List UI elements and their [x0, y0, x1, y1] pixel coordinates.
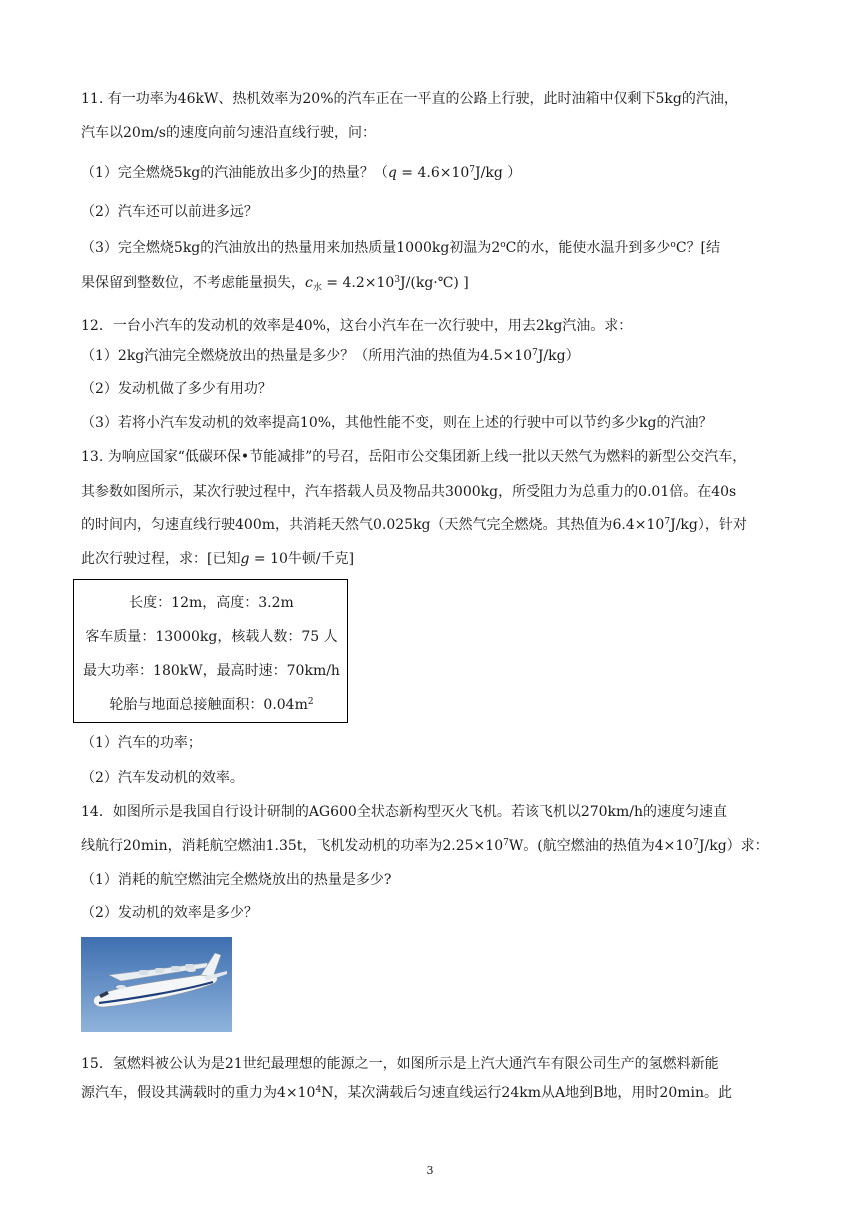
spec-power-speed: 最大功率：180kW，最高时速：70km/h: [83, 663, 340, 679]
q15-l2-text-2: N，某次满载后匀速直线运行24km从A地到B地，用时20min。此: [321, 1085, 732, 1101]
q13-l4-symbol: g: [240, 551, 250, 567]
q14-l2-exp: 7: [503, 838, 509, 848]
q13-line-4: [81, 550, 781, 568]
q13-part-1: （1）汽车的功率；: [81, 735, 202, 751]
q15-l2-text: 源汽车，假设其满载时的重力为4×10: [81, 1085, 316, 1101]
q13-l3-exp: 7: [664, 517, 671, 527]
q11-p3-degree-2: o: [670, 240, 676, 250]
q11-p4-value: = 4.2×10: [321, 275, 395, 291]
q12-part-2: （2）发动机做了多少有用功？: [81, 381, 272, 397]
q11-p4-symbol: c: [305, 275, 313, 291]
q13-part-2: （2）汽车发动机的效率。: [81, 770, 244, 786]
q13-l4-text-2: = 10牛顿/千克]: [249, 551, 355, 567]
q14-line-1: 14．如图所示是我国自行设计研制的AG600全状态新构型灭火飞机。若该飞机以270km/h的速度匀速直: [81, 804, 728, 820]
q14-part-2: （2）发动机的效率是多少？: [81, 905, 258, 921]
q13-line-2: 其参数如图所示，某次行驶过程中，汽车搭载人员及物品共3000kg，所受阻力为总重力的0.01倍。在40s: [81, 484, 737, 500]
q11-p4-text: 果保留到整数位，不考虑能量损失，: [81, 275, 305, 291]
q11-line-2: 汽车以20m/s的速度向前匀速沿直线行驶，问：: [81, 125, 376, 141]
q14-l2-exp-2: 7: [693, 838, 699, 848]
q11-p3-text-3: C？[结: [675, 240, 720, 256]
q12-part-1: [81, 347, 781, 365]
q14-line-2: [81, 837, 781, 855]
q15-l2-exp: 4: [315, 1085, 322, 1095]
q13-line-3: [81, 516, 781, 534]
q11-part-3: [81, 239, 781, 257]
q15-line-2: [81, 1084, 781, 1102]
q11-line-1: 11. 有一功率为46kW、热机效率为20%的汽车正在一平直的公路上行驶，此时油箱中仅剩下5kg的汽油，: [81, 91, 738, 107]
q14-l2-text: 线航行20min，消耗航空燃油1.35t，飞机发动机的功率为2.25×10: [81, 838, 504, 854]
q13-l4-text: 此次行驶过程，求：[已知: [81, 551, 241, 567]
q11-p1-value: = 4.6×10: [396, 165, 470, 181]
q11-part-3-cont: [81, 274, 781, 292]
page-number: 3: [426, 1164, 434, 1177]
q13-l3-text-2: J/kg），针对: [670, 517, 747, 533]
q14-l2-text-3: J/kg）求：: [698, 838, 769, 854]
q15-line-1: 15．氢燃料被公认为是21世纪最理想的能源之一，如图所示是上汽大通汽车有限公司生产的氢燃料新能: [81, 1056, 719, 1072]
q12-part-3: （3）若将小汽车发动机的效率提高10%，其他性能不变，则在上述的行驶中可以节约多少kg的汽油？: [81, 415, 713, 431]
spec-dimensions: 长度：12m，高度：3.2m: [129, 595, 294, 611]
q11-p4-sub: 水: [312, 283, 322, 293]
q12-line-1: 12．一台小汽车的发动机的效率是40%，这台小汽车在一次行驶中，用去2kg汽油。求：: [81, 318, 633, 334]
q11-p1-unit: J/kg ）: [475, 165, 522, 181]
spec-tire-exp: 2: [307, 697, 314, 707]
q11-part-1: [81, 164, 781, 182]
bus-spec-table: [73, 579, 348, 723]
q11-p3-text: （3）完全燃烧5kg的汽油放出的热量用来加热质量1000kg初温为2: [81, 240, 501, 256]
spec-mass-capacity: 客车质量：13000kg，核载人数：75 人: [85, 629, 338, 645]
q11-p1-exp: 7: [469, 165, 476, 175]
q11-part-2: （2）汽车还可以前进多远？: [81, 204, 258, 220]
q11-p1-text: （1）完全燃烧5kg的汽油能放出多少J的热量？（: [81, 165, 388, 181]
q14-l2-text-2: W。(航空燃油的热值为4×10: [508, 838, 694, 854]
q11-p3-text-2: C的水，能使水温升到多少: [505, 240, 671, 256]
seaplane-photo: [81, 937, 232, 1032]
spec-tire-area: [74, 696, 349, 714]
q12-p1-exp: 7: [532, 348, 538, 358]
q13-line-1: 13. 为响应国家“低碳环保•节能减排”的号召，岳阳市公交集团新上线一批以天然气为燃料的新型公交汽车，: [81, 449, 747, 465]
q12-p1-unit: J/kg）: [537, 348, 580, 364]
q11-p1-symbol: q: [387, 165, 397, 181]
q11-p4-exp: 3: [394, 275, 401, 285]
q12-p1-text: （1）2kg汽油完全燃烧放出的热量是多少？（所用汽油的热值为4.5×10: [81, 348, 533, 364]
q11-p4-unit: J/(kg·℃) ]: [400, 275, 469, 291]
spec-tire-text: 轮胎与地面总接触面积：0.04m: [109, 697, 308, 713]
q11-p3-degree-1: o: [500, 240, 506, 250]
q14-part-1: （1）消耗的航空燃油完全燃烧放出的热量是多少?: [81, 872, 392, 888]
seaplane-illustration: [81, 937, 232, 1032]
q13-l3-text: 的时间内，匀速直线行驶400m，共消耗天然气0.025kg（天然气完全燃烧。其热值为6.4×10: [81, 517, 665, 533]
